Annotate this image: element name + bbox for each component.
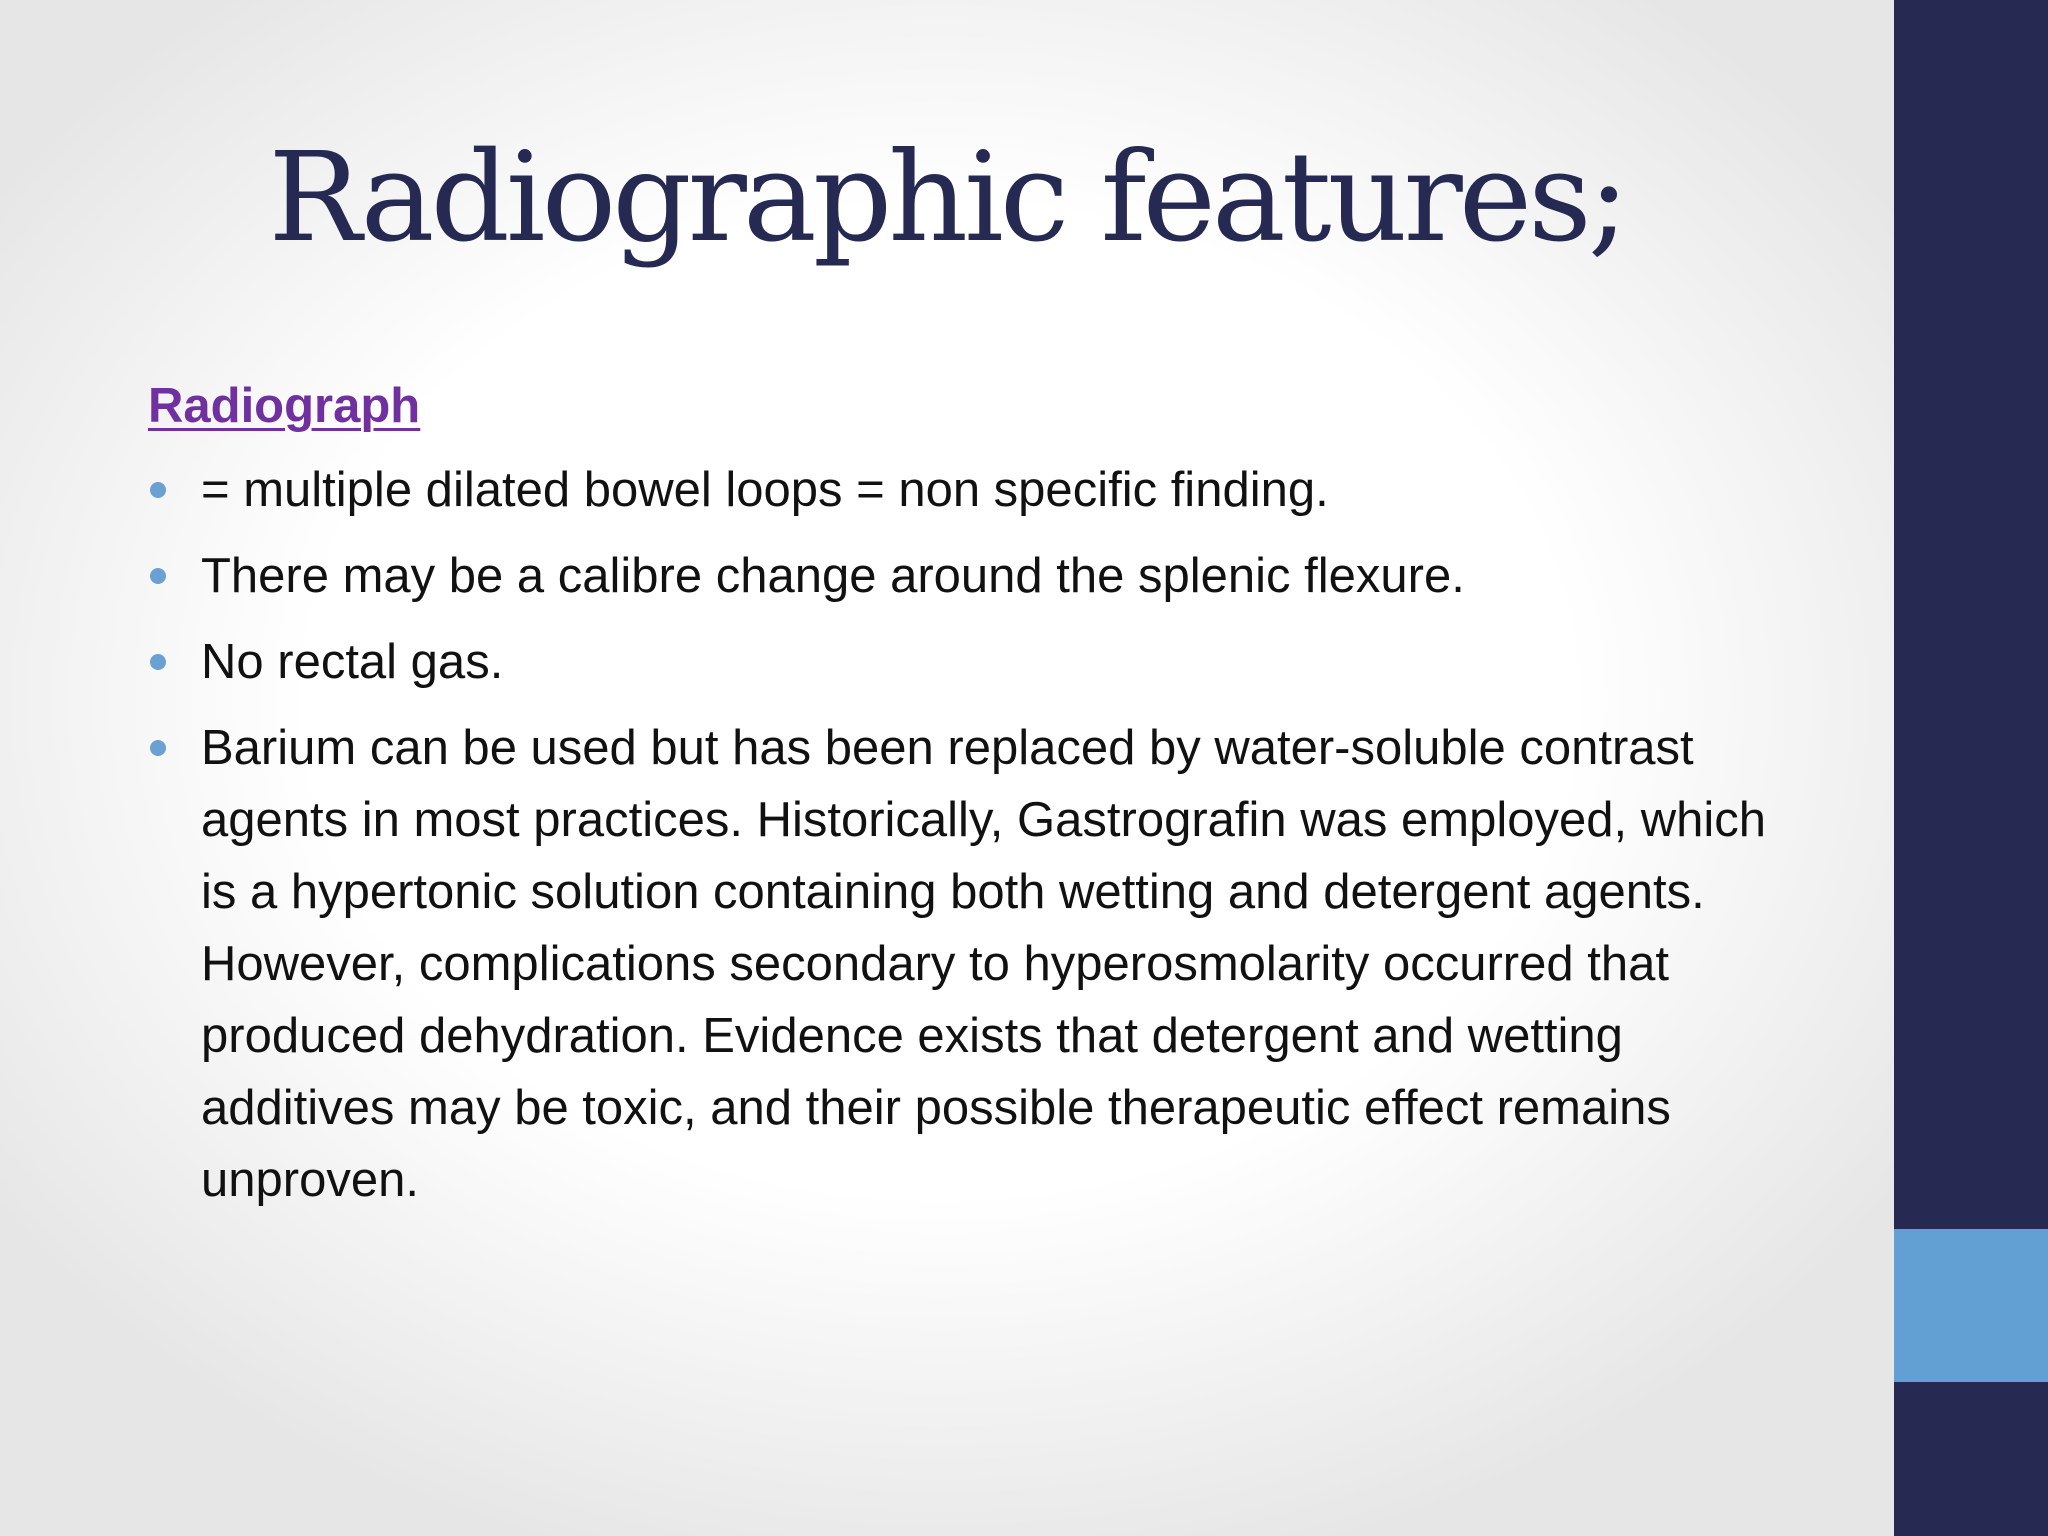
slide-title: Radiographic features; [268,126,1626,270]
bullet-icon [150,482,166,498]
bullet-icon [150,568,166,584]
bullet-text: Barium can be used but has been replaced by water-soluble contrast agents in most practices. Historically, Gastrografin was employed, which is a hypertonic solution containing both wetting and detergent agents. However, complications secondary to hyperosmolarity occurred that produced dehydration. Evidence exists that detergent and wetting additives may be toxic, and their possible therapeutic effect remains unproven. [201,721,1766,1207]
bullet-item [148,540,1808,612]
bullet-text: There may be a calibre change around the splenic flexure. [201,549,1465,603]
bullet-text: = multiple dilated bowel loops = non specific finding. [201,463,1329,517]
bullet-item [148,626,1808,698]
bullet-icon [150,740,166,756]
bullet-icon [150,654,166,670]
bullet-text: No rectal gas. [201,635,504,689]
side-accent-block [1894,1229,2048,1382]
slide-content [148,370,1808,1230]
bullet-item [148,712,1808,1216]
subheading: Radiograph [148,379,421,433]
bullet-list [148,454,1808,1216]
bullet-item [148,454,1808,526]
